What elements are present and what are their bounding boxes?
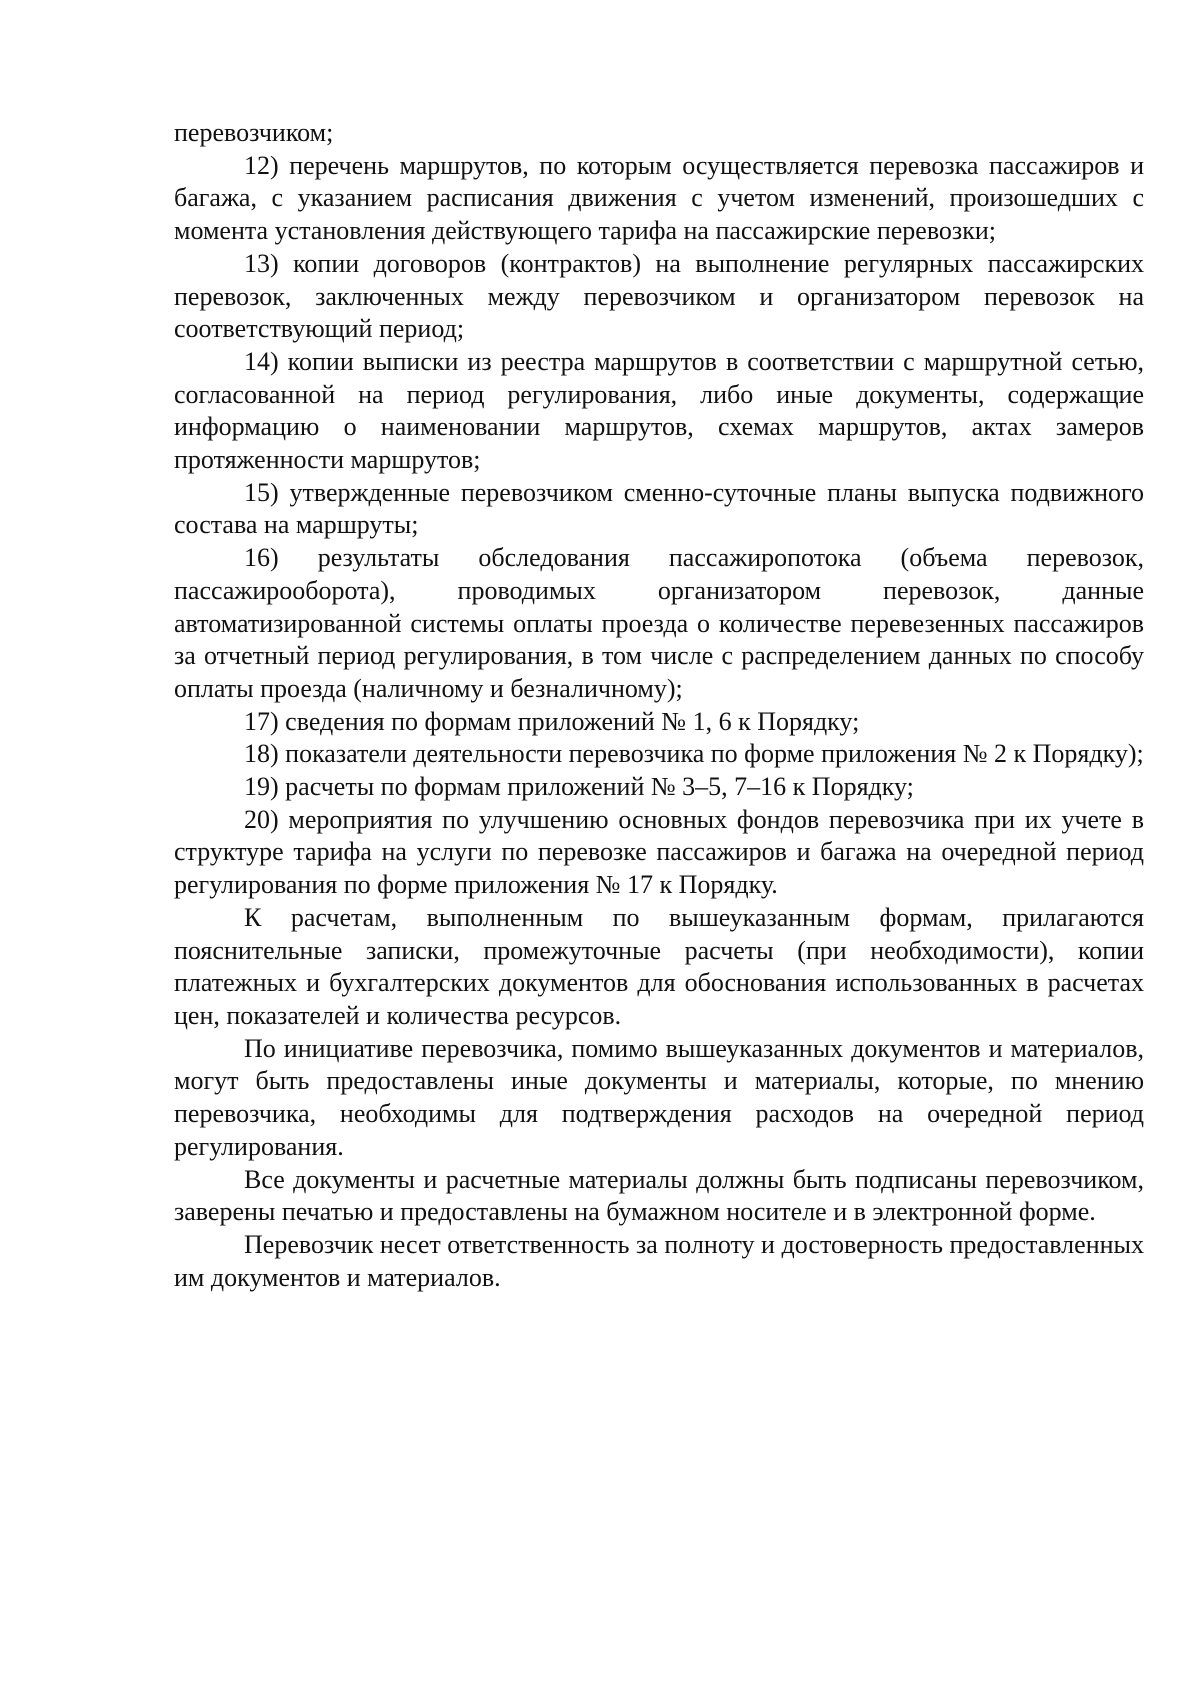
list-item-20: 20) мероприятия по улучшению основных фондов перевозчика при их учете в структуре тарифа на услуги по перевозке пассажиров и багажа на очередной период регулирования по форме приложения № 17 к Порядку. bbox=[174, 804, 1144, 900]
paragraph-attachments: К расчетам, выполненным по вышеуказанным формам, прилагаются пояснительные записки, промежуточные расчеты (при необходимости), копии платежных и бухгалтерских документов для обоснования использованных в расчетах цен, показателей и количества ресурсов. bbox=[174, 902, 1144, 1030]
paragraph-continuation: перевозчиком; bbox=[174, 118, 334, 147]
list-item-14: 14) копии выписки из реестра маршрутов в соответствии с маршрутной сетью, согласованной на период регулирования, либо иные документы, содержащие информацию о наименовании маршрутов, схемах маршрутов, актах замеров протяженности маршрутов; bbox=[174, 346, 1144, 475]
document-body bbox=[174, 117, 1144, 1294]
list-item-16: 16) результаты обследования пассажиропотока (объема перевозок, пассажирооборота), проводимых организатором перевозок, данные автоматизированной системы оплаты проезда о количестве перевезенных пассажиров за отчетный период регулирования, в том числе с распределением данных по способу оплаты проезда (наличному и безналичному); bbox=[174, 543, 1144, 703]
list-item-13: 13) копии договоров (контрактов) на выполнение регулярных пассажирских перевозок, заключенных между перевозчиком и организатором перевозок на соответствующий период; bbox=[174, 248, 1144, 344]
list-item-19: 19) расчеты по формам приложений № 3–5, 7–16 к Порядку; bbox=[244, 772, 914, 802]
list-item-15: 15) утвержденные перевозчиком сменно-суточные планы выпуска подвижного состава на маршруты; bbox=[174, 477, 1144, 540]
list-item-12: 12) перечень маршрутов, по которым осуществляется перевозка пассажиров и багажа, с указанием расписания движения с учетом изменений, произошедших с момента установления действующего тарифа на пассажирские перевозки; bbox=[174, 150, 1144, 246]
paragraph-responsibility: Перевозчик несет ответственность за полноту и достоверность предоставленных им документов и материалов. bbox=[174, 1229, 1144, 1292]
list-item-18: 18) показатели деятельности перевозчика по форме приложения № 2 к Порядку); bbox=[244, 739, 1144, 769]
paragraph-initiative: По инициативе перевозчика, помимо вышеуказанных документов и материалов, могут быть предоставлены иные документы и материалы, которые, по мнению перевозчика, необходимы для подтверждения расходов на очередной период регулирования. bbox=[174, 1033, 1144, 1161]
paragraph-signatures: Все документы и расчетные материалы должны быть подписаны перевозчиком, заверены печатью и предоставлены на бумажном носителе и в электронной форме. bbox=[174, 1164, 1144, 1227]
list-item-17: 17) сведения по формам приложений № 1, 6 к Порядку; bbox=[244, 706, 860, 736]
